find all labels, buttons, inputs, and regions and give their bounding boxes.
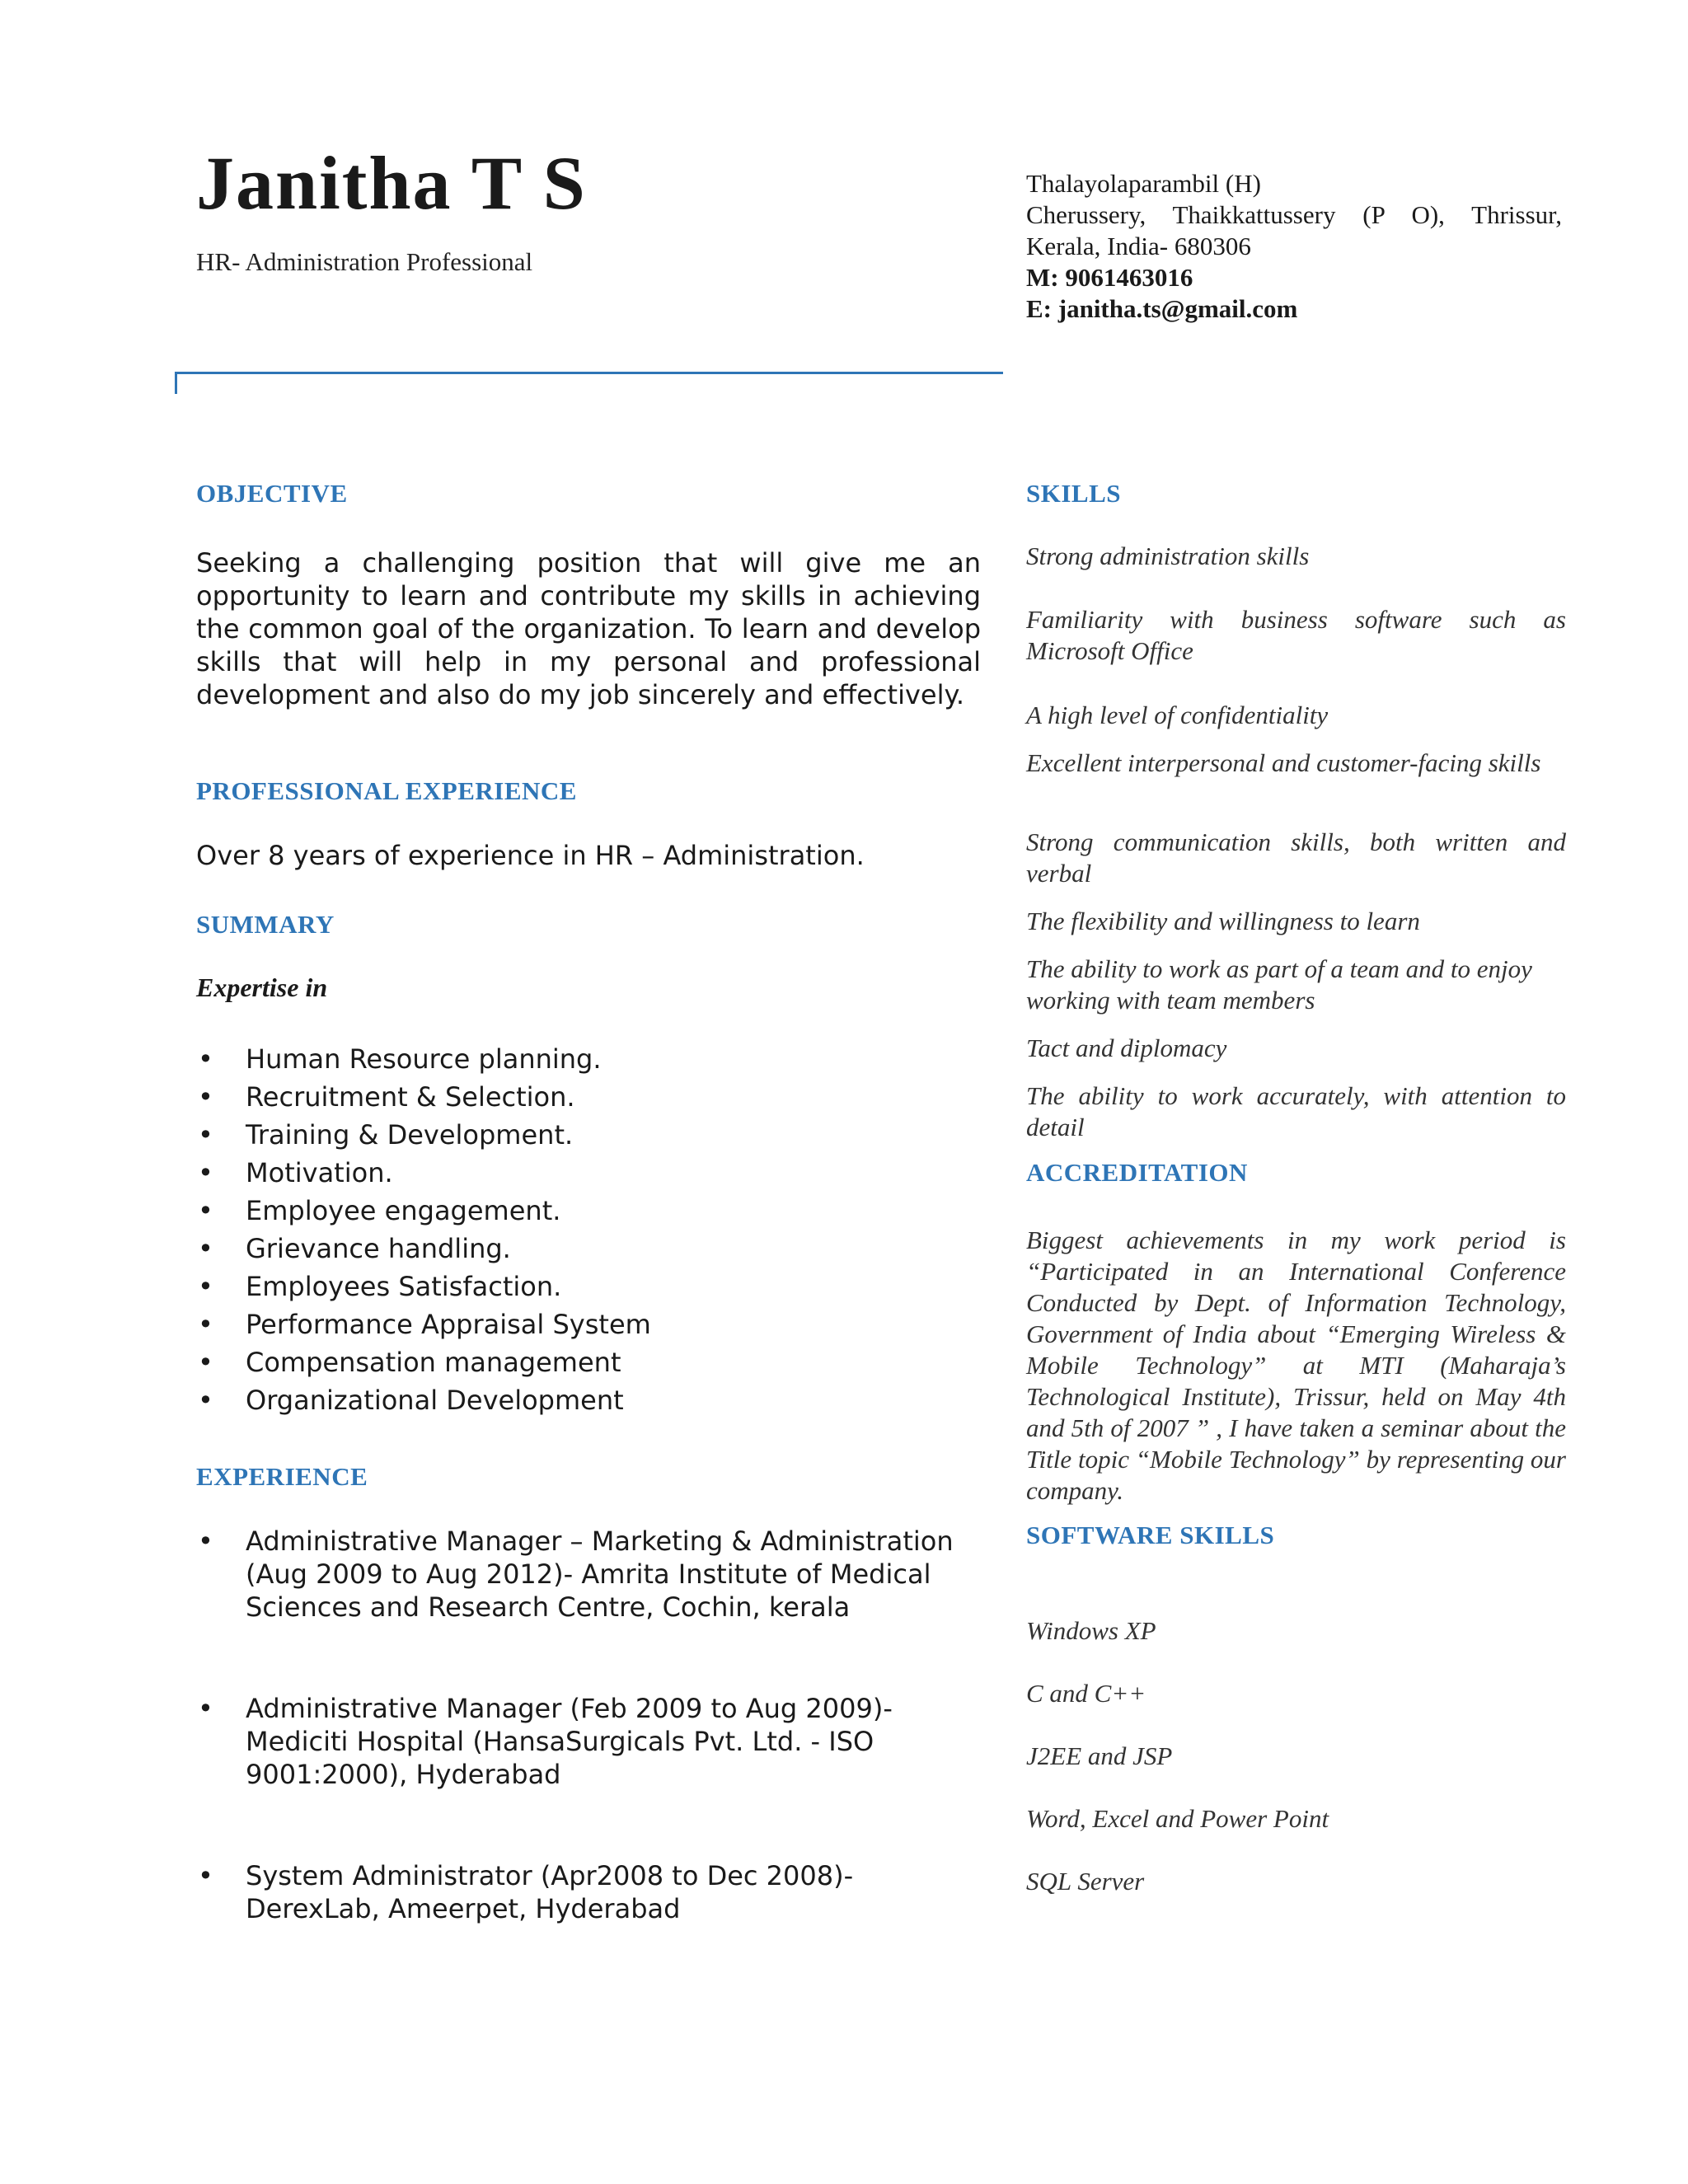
bullet-icon: • — [198, 1347, 213, 1378]
summary-heading: SUMMARY — [196, 910, 335, 939]
expertise-list — [196, 1040, 979, 1419]
list-item: • Employee engagement. — [196, 1192, 979, 1230]
list-item: • Training & Development. — [196, 1116, 979, 1154]
software-skill-item: Word, Excel and Power Point — [1026, 1804, 1329, 1833]
list-item: • Administrative Manager (Feb 2009 to Aug 2009)- Mediciti Hospital (HansaSurgicals Pvt. Ltd. - ISO 9001:2000), Hyderabad — [198, 1693, 893, 1790]
bullet-icon: • — [198, 1043, 213, 1075]
bullet-icon: • — [198, 1693, 213, 1724]
bullet-icon: • — [198, 1526, 213, 1557]
experience-list — [196, 1525, 981, 1925]
list-item: • Organizational Development — [196, 1381, 979, 1419]
skill-item: Strong communication skills, both written and verbal — [1026, 827, 1566, 888]
address-line-1: Thalayolaparambil (H) — [1026, 169, 1261, 198]
list-item: • Administrative Manager – Marketing & Administration (Aug 2009 to Aug 2012)- Amrita Institute of Medical Sciences and Research Centre, Cochin, kerala — [198, 1526, 954, 1623]
list-item: • Performance Appraisal System — [196, 1305, 979, 1343]
bullet-icon: • — [198, 1119, 213, 1151]
software-skills-heading: SOFTWARE SKILLS — [1026, 1521, 1275, 1549]
email-address: E: janitha.ts@gmail.com — [1026, 294, 1298, 323]
software-skill-item: SQL Server — [1026, 1867, 1145, 1896]
list-item: • Compensation management — [196, 1343, 979, 1381]
software-skill-item: C and C++ — [1026, 1679, 1146, 1708]
objective-text: Seeking a challenging position that will give me an opportunity to learn and contribute my skills in achieving the common goal of the organization. To learn and develop skills that will help in my personal and professional development and also do my job sincerely and effectively. — [196, 547, 981, 710]
skills-heading: SKILLS — [1026, 479, 1122, 508]
skill-item: The flexibility and willingness to learn — [1026, 907, 1420, 935]
bullet-icon: • — [198, 1195, 213, 1226]
professional-experience-text: Over 8 years of experience in HR – Administration. — [196, 840, 865, 871]
mobile-number: M: 9061463016 — [1026, 263, 1193, 292]
skill-item: Excellent interpersonal and customer-facing skills — [1026, 748, 1541, 777]
bullet-icon: • — [198, 1157, 213, 1188]
skill-item: Strong administration skills — [1026, 541, 1310, 570]
summary-subheading: Expertise in — [196, 972, 328, 1002]
contact-block — [1026, 168, 1562, 325]
accreditation-heading: ACCREDITATION — [1026, 1158, 1248, 1187]
list-item: • Grievance handling. — [196, 1230, 979, 1268]
accreditation-text: Biggest achievements in my work period is “Participated in an International Conference Conducted by Dept. of Information Technology, Government of India about “Emerging Wireless & Mobile Technology” at MTI (Maharaja’s Technological Institute), Trissur, held on May 4th and 5th of 2007 ” , I have taken a seminar about the Title topic “Mobile Technology” by representing our company. — [1026, 1226, 1566, 1505]
list-item: • Motivation. — [196, 1154, 979, 1192]
skill-item: The ability to work accurately, with attention to detail — [1026, 1081, 1566, 1141]
bullet-icon: • — [198, 1309, 213, 1340]
professional-experience-heading: PROFESSIONAL EXPERIENCE — [196, 776, 577, 805]
bullet-icon: • — [198, 1385, 213, 1416]
bullet-icon: • — [198, 1271, 213, 1302]
bullet-icon: • — [198, 1081, 213, 1113]
candidate-name: Janitha T S — [196, 141, 587, 225]
candidate-title: HR- Administration Professional — [196, 247, 533, 276]
address-line-3: Kerala, India- 680306 — [1026, 232, 1251, 260]
bullet-icon: • — [198, 1233, 213, 1264]
bullet-icon: • — [198, 1860, 213, 1891]
skill-item: Familiarity with business software such as Microsoft Office — [1026, 605, 1566, 665]
skill-item: Tact and diplomacy — [1026, 1033, 1227, 1062]
list-item: • System Administrator (Apr2008 to Dec 2008)- DerexLab, Ameerpet, Hyderabad — [198, 1860, 854, 1924]
header-divider-tick — [175, 372, 177, 394]
software-skill-item: Windows XP — [1026, 1616, 1156, 1645]
list-item: • Human Resource planning. — [196, 1040, 979, 1078]
address-line-2: Cherussery, Thaikkattussery (P O), Thrissur, — [1026, 200, 1562, 229]
skill-item: The ability to work as part of a team and to enjoy working with team members — [1026, 954, 1532, 1015]
skill-item: A high level of confidentiality — [1026, 701, 1329, 729]
header-divider — [175, 372, 1003, 374]
software-skill-item: J2EE and JSP — [1026, 1741, 1173, 1770]
list-item: • Employees Satisfaction. — [196, 1268, 979, 1305]
experience-heading: EXPERIENCE — [196, 1462, 368, 1491]
list-item: • Recruitment & Selection. — [196, 1078, 979, 1116]
objective-heading: OBJECTIVE — [196, 479, 348, 508]
